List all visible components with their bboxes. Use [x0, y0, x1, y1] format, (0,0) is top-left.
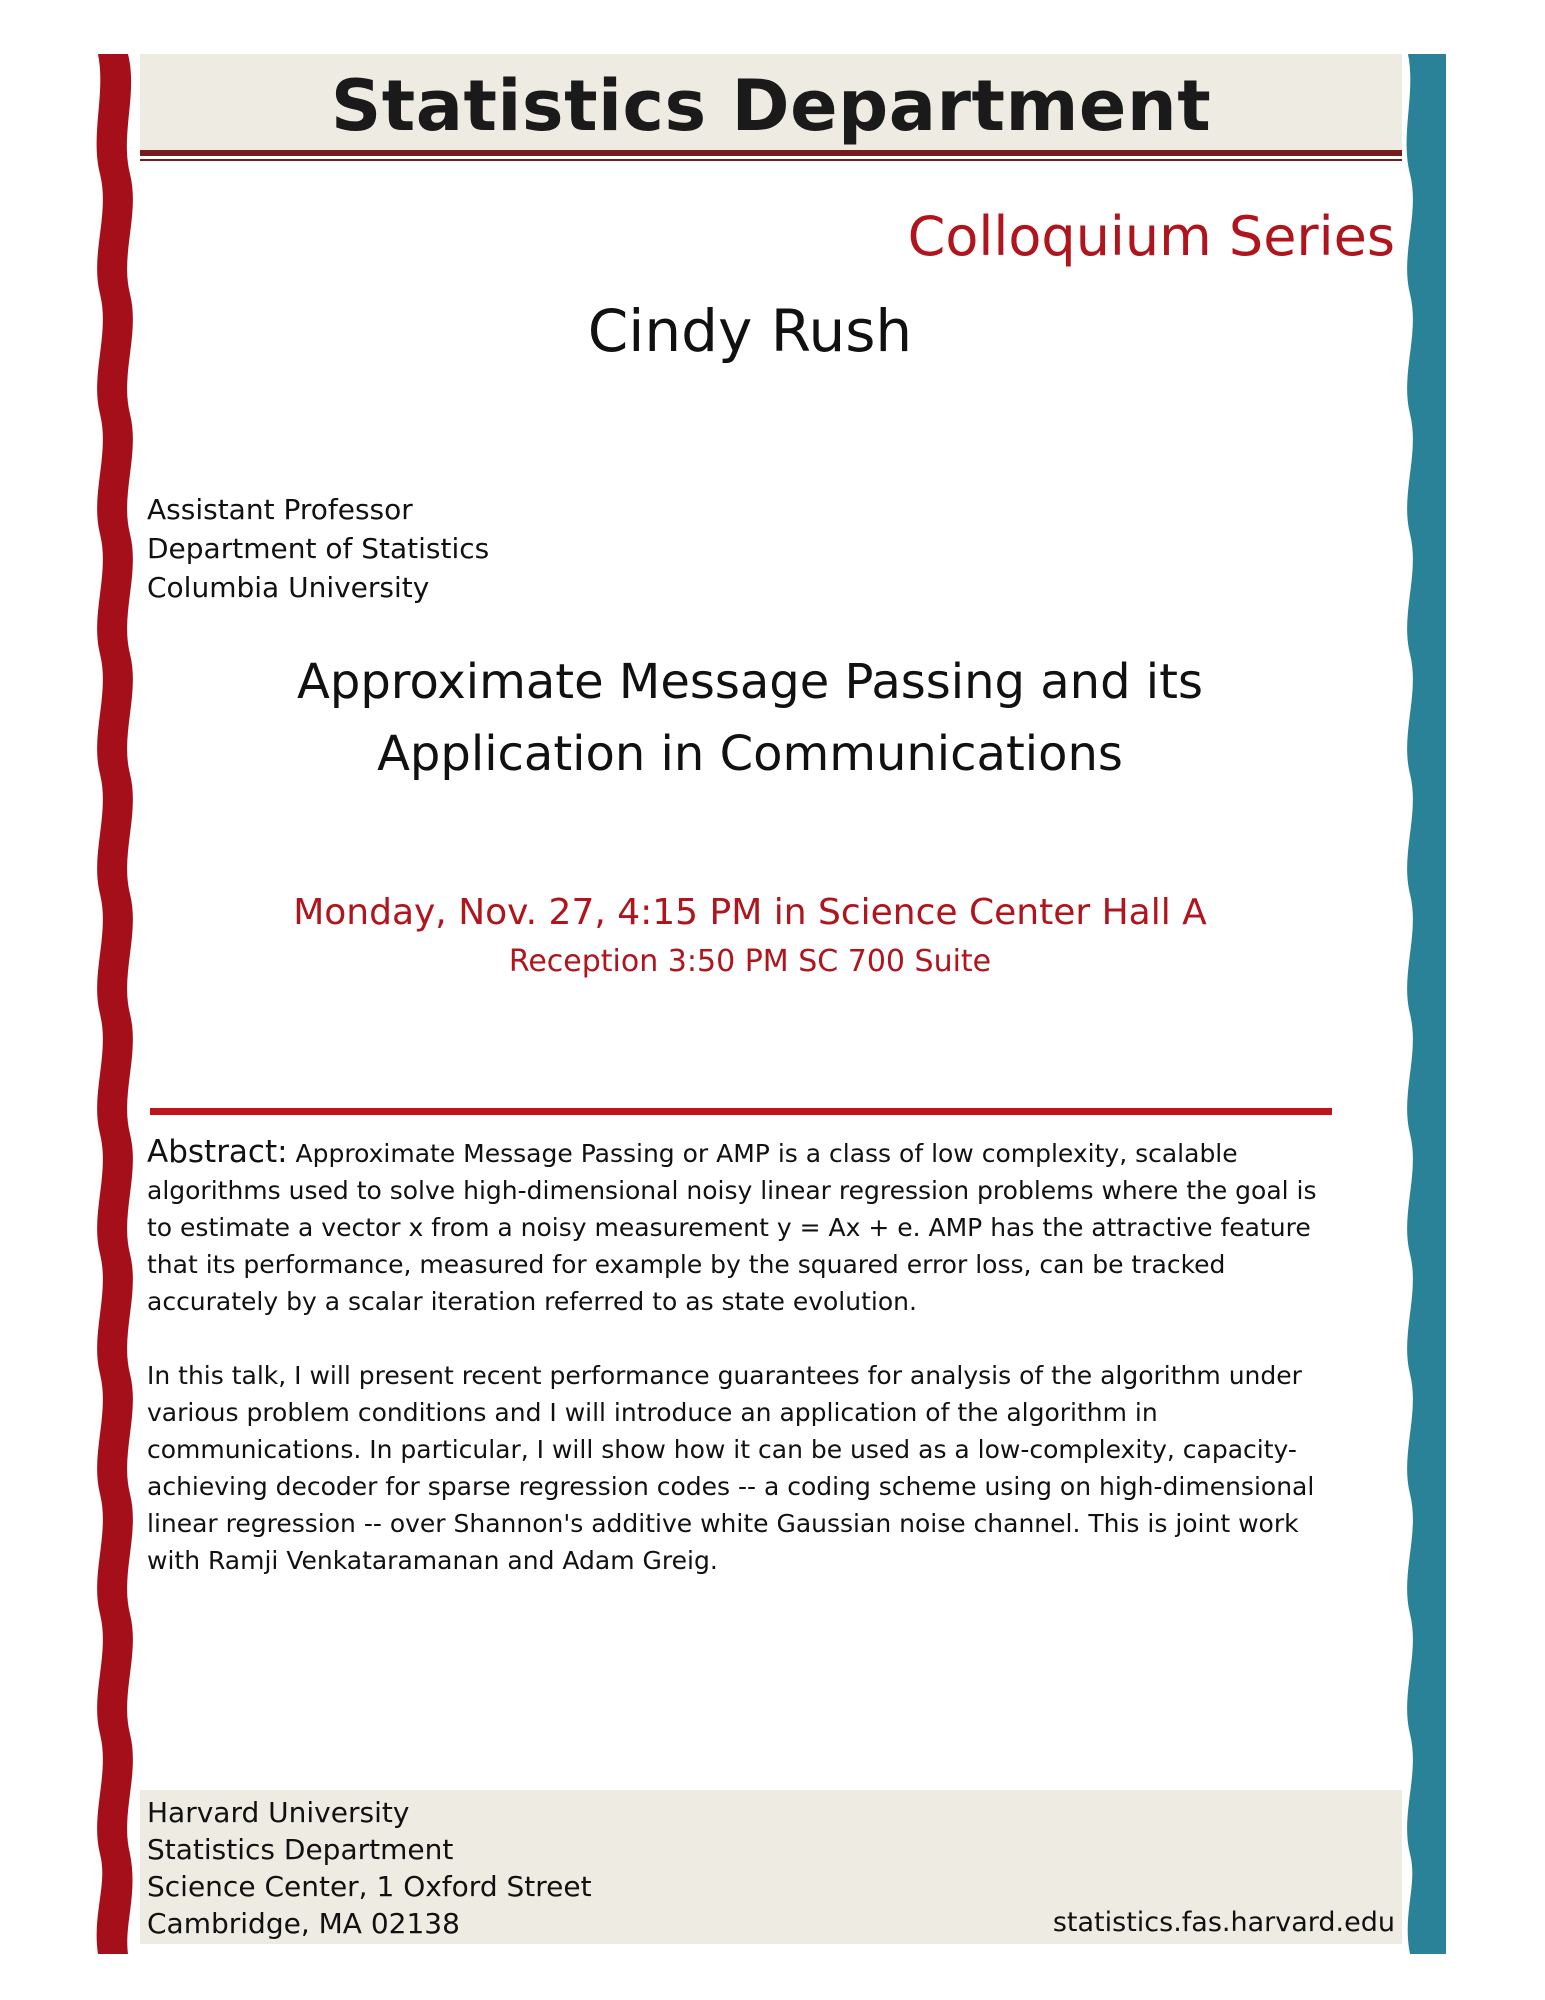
speaker-institution: Columbia University — [147, 571, 430, 604]
header-divider — [140, 150, 1402, 156]
talk-title-line-2: Application in Communications — [377, 726, 1123, 782]
series-title: Colloquium Series — [907, 205, 1395, 268]
abstract — [147, 1134, 1347, 1579]
abstract-divider — [150, 1108, 1332, 1115]
abstract-paragraph-1 — [147, 1134, 1347, 1320]
abstract-label: Abstract: — [147, 1134, 288, 1170]
speaker-name: Cindy Rush — [587, 297, 913, 365]
header-divider-thin — [140, 159, 1402, 161]
event-time-location: Monday, Nov. 27, 4:15 PM in Science Center Hall A — [293, 892, 1207, 933]
talk-title-line-1: Approximate Message Passing and its — [297, 654, 1203, 710]
department-title: Statistics Department — [330, 65, 1212, 147]
speaker-department: Department of Statistics — [147, 532, 490, 565]
footer-address-line: Statistics Department — [147, 1833, 454, 1866]
footer-website-link[interactable]: statistics.fas.harvard.edu — [1052, 1907, 1395, 1938]
right-decorative-bar — [1400, 54, 1450, 1954]
reception-info: Reception 3:50 PM SC 700 Suite — [508, 944, 992, 979]
speaker-position: Assistant Professor — [147, 493, 413, 526]
footer-address-line: Cambridge, MA 02138 — [147, 1907, 460, 1940]
abstract-paragraph-2: In this talk, I will present recent performance guarantees for analysis of the algorithm under various problem conditions and I will introduce an application of the algorithm in communications. In particular, I will show how it can be used as a low-complexity, capacity-achieving decoder for sparse regression codes -- a coding scheme using on high-dimensional linear regression -- over Shannon's additive white Gaussian noise channel. This is joint work with Ramji Venkataramanan and Adam Greig. — [147, 1361, 1315, 1575]
footer-address-line: Science Center, 1 Oxford Street — [147, 1870, 592, 1903]
footer-address — [147, 1794, 592, 1942]
abstract-paragraph-1-text: Approximate Message Passing or AMP is a class of low complexity, scalable algorithms used to solve high-dimensional noisy linear regression problems where the goal is to estimate a vector x from a noisy measurement y = Ax + e. AMP has the attractive feature that its performance, measured for example by the squared error loss, can be tracked accurately by a scalar iteration referred to as state evolution. — [147, 1139, 1317, 1316]
left-decorative-bar — [90, 54, 140, 1954]
footer-address-line: Harvard University — [147, 1796, 410, 1829]
